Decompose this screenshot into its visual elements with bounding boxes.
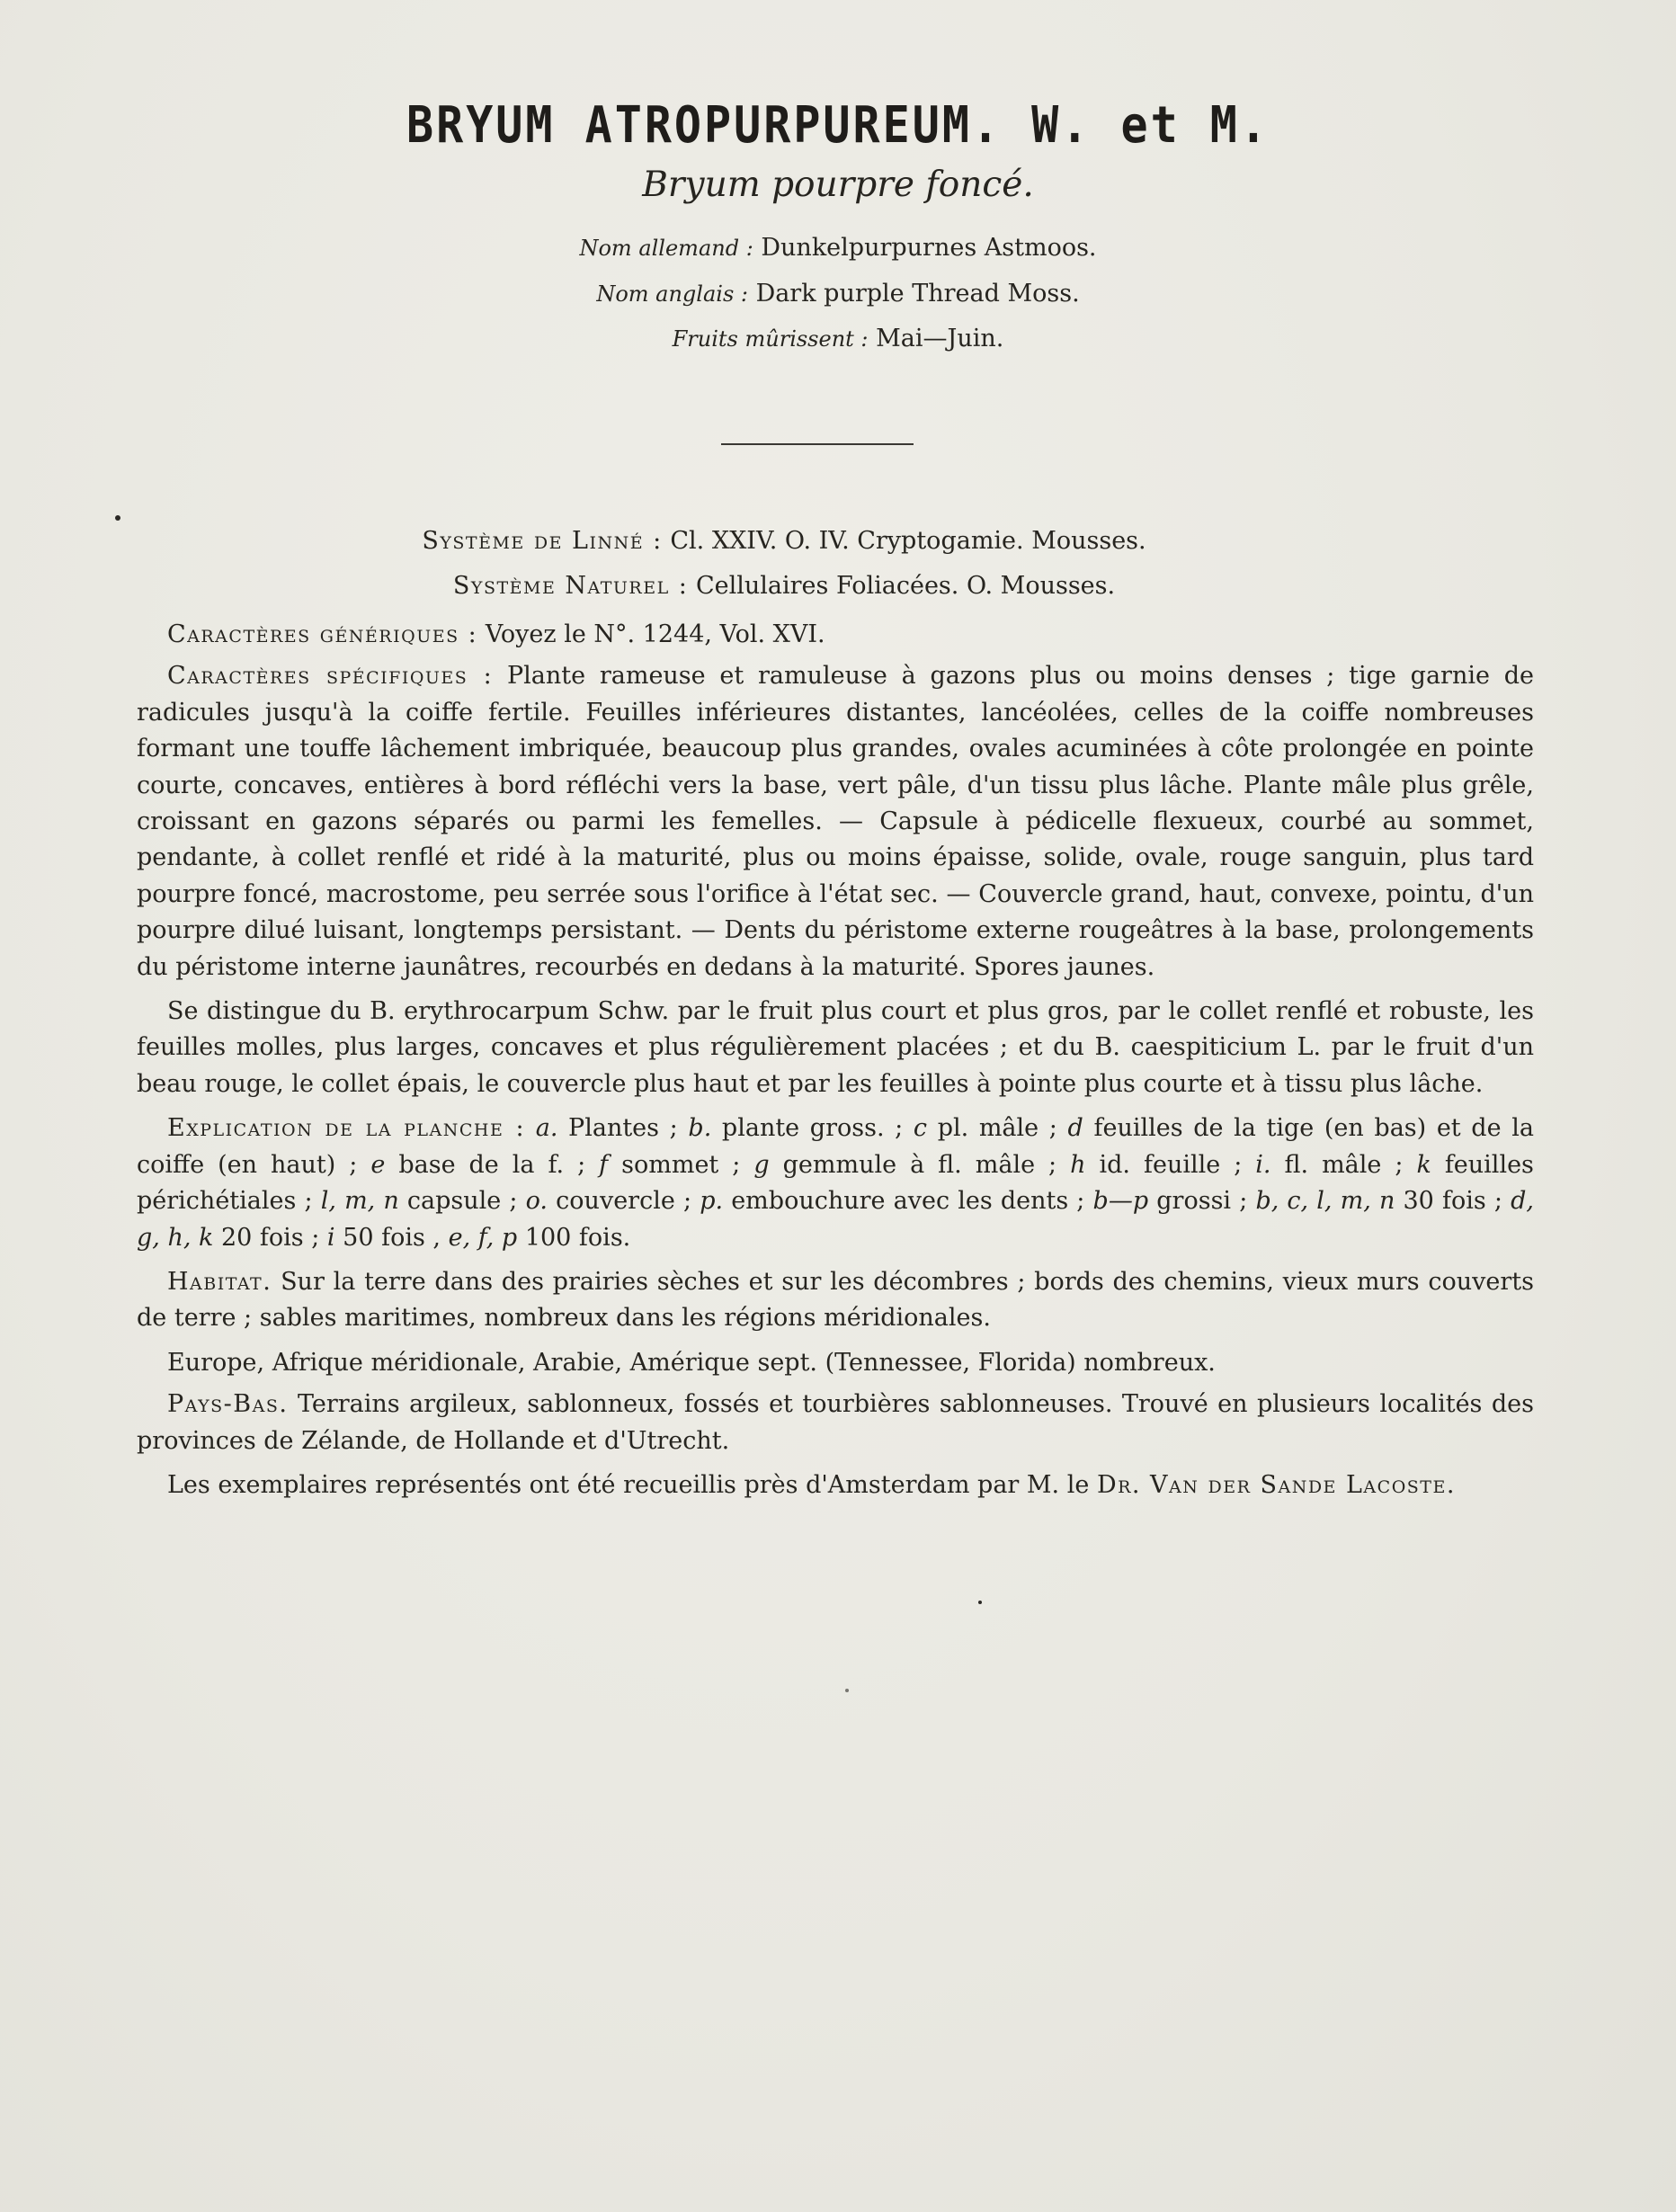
figure-letter: l, m, n <box>320 1187 399 1216</box>
figure-letter: k <box>1416 1150 1431 1179</box>
german-name-label: Nom allemand : <box>579 236 753 261</box>
plate-explanation-paragraph <box>137 1110 1534 1256</box>
generic-characters-value: Voyez le N°. 1244, Vol. XVI. <box>485 620 825 648</box>
figure-letter: d <box>1067 1114 1083 1143</box>
figure-caption: 50 fois , <box>343 1223 441 1252</box>
habitat-value: Sur la terre dans des prairies sèches et sur les décombres ; bords des chemins, vieux murs couverts de terre ; sables maritimes, nombreux dans les régions méridionales. <box>137 1267 1534 1333</box>
english-name-label: Nom anglais : <box>596 281 748 307</box>
generic-characters-paragraph <box>137 617 1534 653</box>
figure-letter: b, c, l, m, n <box>1255 1187 1395 1216</box>
figure-letter: f <box>599 1150 609 1179</box>
figure-caption: feuilles de la tige (en bas) et de la coiffe (en haut) ; <box>137 1114 1534 1179</box>
distribution-paragraph: Europe, Afrique méridionale, Arabie, Amérique sept. (Tennessee, Florida) nombreux. <box>167 1348 1216 1377</box>
figure-caption: gemmule à fl. mâle ; <box>782 1150 1057 1179</box>
german-name-line <box>0 234 1676 262</box>
subtitle: Bryum pourpre foncé. <box>642 165 1034 205</box>
habitat-paragraph <box>137 1264 1534 1337</box>
specific-characters-paragraph <box>137 658 1534 986</box>
paper-speck <box>115 515 120 521</box>
figure-caption: id. feuille ; <box>1099 1150 1243 1179</box>
section-divider <box>721 443 914 445</box>
fruit-season-label: Fruits mûrissent : <box>672 326 869 352</box>
figure-caption: pl. mâle ; <box>937 1114 1057 1143</box>
figure-caption: capsule ; <box>406 1187 518 1216</box>
figure-letter: e <box>370 1150 386 1179</box>
habitat-label: Habitat. <box>167 1267 272 1296</box>
figure-caption: plante gross. ; <box>721 1114 904 1143</box>
figure-caption: couvercle ; <box>556 1187 692 1216</box>
page-title: BRYUM ATROPURPUREUM. W. et M. <box>406 95 1270 155</box>
systeme-linne-line <box>0 527 1622 555</box>
specific-characters-label: Caractères spécifiques : <box>167 662 494 691</box>
figure-caption: base de la f. ; <box>398 1150 586 1179</box>
systeme-naturel-line <box>0 572 1622 600</box>
english-name-value: Dark purple Thread Moss. <box>755 280 1080 308</box>
figure-letter: a. <box>535 1114 558 1143</box>
netherlands-value: Terrains argileux, sablonneux, fossés et tourbières sablonneuses. Trouvé en plusieurs localités des provinces de Zélande, de Hollande et d'Utrecht. <box>137 1390 1534 1455</box>
fruit-season-value: Mai—Juin. <box>876 325 1004 352</box>
systeme-linne-label: Système de Linné : <box>422 527 663 555</box>
fruit-season-line <box>0 325 1676 352</box>
generic-characters-label: Caractères génériques : <box>167 620 478 648</box>
figure-letter: p. <box>700 1187 724 1216</box>
netherlands-label: Pays-Bas. <box>167 1390 289 1419</box>
paper-speck <box>845 1689 849 1692</box>
figure-caption: grossi ; <box>1156 1187 1248 1216</box>
figure-caption: fl. mâle ; <box>1284 1150 1404 1179</box>
netherlands-paragraph <box>137 1387 1534 1459</box>
figure-caption: sommet ; <box>621 1150 741 1179</box>
paper-speck <box>978 1601 982 1604</box>
german-name-value: Dunkelpurpurnes Astmoos. <box>761 234 1097 262</box>
figure-caption: 100 fois. <box>524 1223 631 1252</box>
figure-letter: c <box>913 1114 928 1143</box>
systeme-naturel-value: Cellulaires Foliacées. O. Mousses. <box>695 572 1116 600</box>
specific-characters-value: Plante rameuse et ramuleuse à gazons plus ou moins denses ; tige garnie de radicules jusqu'à la coiffe fertile. Feuilles inférieures distantes, lancéolées, celles de la coiffe nombreuses formant une touffe lâchement imbriquée, beaucoup plus grandes, ovales acuminées à côte prolongée en pointe courte, concaves, entières à bord réfléchi vers la base, vert pâle, d'un tissu plus lâche. Plante mâle plus grêle, croissant en gazons séparés ou parmi les femelles. — Capsule à pédicelle flexueux, courbé au sommet, pendante, à collet renflé et ridé à la maturité, plus ou moins épaisse, solide, ovale, rouge sanguin, plus tard pourpre foncé, macrostome, peu serrée sous l'orifice à l'état sec. — Couvercle grand, haut, convexe, pointu, d'un pourpre dilué luisant, longtemps persistant. — Dents du péristome externe rougeâtres à la base, prolongements du péristome interne jaunâtres, recourbés en dedans à la maturité. Spores jaunes. <box>137 662 1534 981</box>
figure-letter: b—p <box>1092 1187 1149 1216</box>
figure-letter: h <box>1070 1150 1086 1179</box>
figure-letter: o. <box>525 1187 548 1216</box>
collector-name: Dr. Van der Sande Lacoste. <box>1096 1470 1456 1499</box>
description-body <box>137 617 1534 1512</box>
figure-caption: Plantes ; <box>568 1114 678 1143</box>
figure-caption: 20 fois ; <box>220 1223 320 1252</box>
figure-caption: feuilles périchétiales ; <box>137 1150 1534 1216</box>
figure-letter: i <box>326 1223 335 1252</box>
plate-explanation-label: Explication de la planche : <box>167 1114 526 1143</box>
figure-caption: 30 fois ; <box>1403 1187 1502 1216</box>
figure-letter: g <box>753 1150 770 1179</box>
specimens-paragraph <box>137 1467 1534 1503</box>
specimens-text: Les exemplaires représentés ont été recueillis près d'Amsterdam par M. le <box>167 1470 1090 1499</box>
distinction-paragraph: Se distingue du B. erythrocarpum Schw. par le fruit plus court et plus gros, par le collet renflé et robuste, les feuilles molles, plus larges, concaves et plus régulièrement placées ; et du B. caespiticium L. par le fruit d'un beau rouge, le collet épais, le couvercle plus haut et par les feuilles à pointe plus courte et à tissu plus lâche. <box>137 997 1534 1098</box>
figure-caption: embouchure avec les dents ; <box>731 1187 1085 1216</box>
figure-letter: b. <box>688 1114 712 1143</box>
english-name-line <box>0 280 1676 308</box>
systeme-linne-value: Cl. XXIV. O. IV. Cryptogamie. Mousses. <box>670 527 1146 555</box>
figure-letter: e, f, p <box>448 1223 518 1252</box>
figure-letter: d, g, h, k <box>137 1187 1534 1252</box>
systeme-naturel-label: Système Naturel : <box>452 572 689 600</box>
figure-letter: i. <box>1255 1150 1271 1179</box>
